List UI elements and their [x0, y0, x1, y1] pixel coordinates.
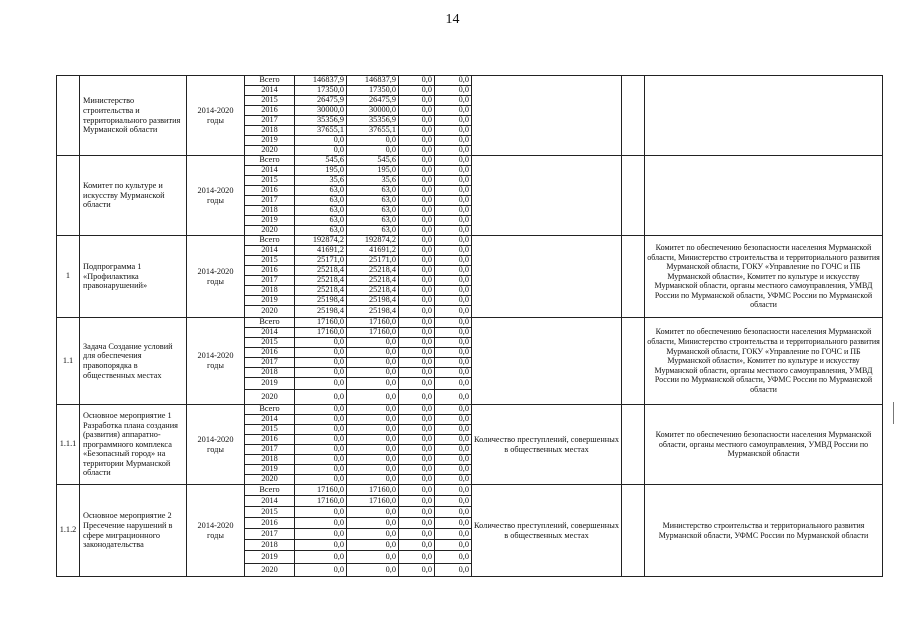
- total-amount-cell: 0,0: [295, 564, 347, 577]
- local-budget-cell: 0,0: [435, 286, 472, 296]
- regional-budget-cell: 195,0: [347, 166, 399, 176]
- year-cell: 2016: [245, 348, 295, 358]
- regional-budget-cell: 0,0: [347, 518, 399, 529]
- year-cell: Всего: [245, 156, 295, 166]
- regional-budget-cell: 35356,9: [347, 116, 399, 126]
- regional-budget-cell: 0,0: [347, 358, 399, 368]
- row-name: Министерство строительства и территориального развития Мурманской области: [80, 76, 187, 156]
- federal-budget-cell: 0,0: [399, 216, 435, 226]
- blank-cell: [622, 156, 645, 236]
- year-cell: 2017: [245, 116, 295, 126]
- federal-budget-cell: 0,0: [399, 236, 435, 246]
- regional-budget-cell: 17160,0: [347, 485, 399, 496]
- local-budget-cell: 0,0: [435, 226, 472, 236]
- total-amount-cell: 0,0: [295, 518, 347, 529]
- regional-budget-cell: 0,0: [347, 338, 399, 348]
- year-cell: 2017: [245, 445, 295, 455]
- local-budget-cell: 0,0: [435, 256, 472, 266]
- row-number: 1.1.1: [57, 405, 80, 485]
- local-budget-cell: 0,0: [435, 296, 472, 306]
- regional-budget-cell: 41691,2: [347, 246, 399, 256]
- local-budget-cell: 0,0: [435, 126, 472, 136]
- local-budget-cell: 0,0: [435, 106, 472, 116]
- year-cell: 2015: [245, 176, 295, 186]
- local-budget-cell: 0,0: [435, 518, 472, 529]
- year-cell: 2014: [245, 86, 295, 96]
- total-amount-cell: 0,0: [295, 338, 347, 348]
- local-budget-cell: 0,0: [435, 378, 472, 390]
- federal-budget-cell: 0,0: [399, 206, 435, 216]
- regional-budget-cell: 63,0: [347, 196, 399, 206]
- local-budget-cell: 0,0: [435, 496, 472, 507]
- federal-budget-cell: 0,0: [399, 256, 435, 266]
- year-cell: 2018: [245, 206, 295, 216]
- regional-budget-cell: 17160,0: [347, 318, 399, 328]
- local-budget-cell: 0,0: [435, 96, 472, 106]
- federal-budget-cell: 0,0: [399, 286, 435, 296]
- row-period: 2014-2020 годы: [187, 236, 245, 318]
- year-cell: 2018: [245, 455, 295, 465]
- federal-budget-cell: 0,0: [399, 475, 435, 485]
- federal-budget-cell: 0,0: [399, 348, 435, 358]
- total-amount-cell: 0,0: [295, 136, 347, 146]
- local-budget-cell: 0,0: [435, 206, 472, 216]
- local-budget-cell: 0,0: [435, 529, 472, 540]
- total-amount-cell: 35356,9: [295, 116, 347, 126]
- year-cell: 2018: [245, 368, 295, 378]
- federal-budget-cell: 0,0: [399, 276, 435, 286]
- regional-budget-cell: 25218,4: [347, 276, 399, 286]
- year-cell: 2019: [245, 378, 295, 390]
- total-amount-cell: 0,0: [295, 425, 347, 435]
- total-amount-cell: 0,0: [295, 465, 347, 475]
- federal-budget-cell: 0,0: [399, 518, 435, 529]
- local-budget-cell: 0,0: [435, 276, 472, 286]
- year-cell: 2020: [245, 564, 295, 577]
- local-budget-cell: 0,0: [435, 445, 472, 455]
- local-budget-cell: 0,0: [435, 176, 472, 186]
- local-budget-cell: 0,0: [435, 485, 472, 496]
- row-period: 2014-2020 годы: [187, 156, 245, 236]
- total-amount-cell: 0,0: [295, 415, 347, 425]
- federal-budget-cell: 0,0: [399, 378, 435, 390]
- federal-budget-cell: 0,0: [399, 156, 435, 166]
- regional-budget-cell: 17160,0: [347, 496, 399, 507]
- program-funding-table: [56, 75, 883, 577]
- total-amount-cell: 17160,0: [295, 328, 347, 338]
- year-cell: 2020: [245, 390, 295, 405]
- regional-budget-cell: 0,0: [347, 455, 399, 465]
- local-budget-cell: 0,0: [435, 455, 472, 465]
- year-cell: 2016: [245, 106, 295, 116]
- federal-budget-cell: 0,0: [399, 328, 435, 338]
- local-budget-cell: 0,0: [435, 564, 472, 577]
- indicator-cell: [472, 236, 622, 318]
- year-cell: 2020: [245, 306, 295, 318]
- row-name: Основное мероприятие 1 Разработка плана создания (развития) аппаратно-программного комплекса «Безопасный город» на территории Мурманской области: [80, 405, 187, 485]
- indicator-cell: [472, 76, 622, 156]
- regional-budget-cell: 37655,1: [347, 126, 399, 136]
- local-budget-cell: 0,0: [435, 76, 472, 86]
- local-budget-cell: 0,0: [435, 425, 472, 435]
- total-amount-cell: 41691,2: [295, 246, 347, 256]
- local-budget-cell: 0,0: [435, 266, 472, 276]
- row-number: 1.1.2: [57, 485, 80, 577]
- local-budget-cell: 0,0: [435, 306, 472, 318]
- federal-budget-cell: 0,0: [399, 390, 435, 405]
- executor-cell: [645, 156, 883, 236]
- regional-budget-cell: 192874,2: [347, 236, 399, 246]
- federal-budget-cell: 0,0: [399, 455, 435, 465]
- year-cell: 2015: [245, 96, 295, 106]
- federal-budget-cell: 0,0: [399, 196, 435, 206]
- local-budget-cell: 0,0: [435, 540, 472, 551]
- federal-budget-cell: 0,0: [399, 540, 435, 551]
- regional-budget-cell: 0,0: [347, 136, 399, 146]
- total-amount-cell: 30000,0: [295, 106, 347, 116]
- regional-budget-cell: 35,6: [347, 176, 399, 186]
- year-cell: 2015: [245, 425, 295, 435]
- regional-budget-cell: 0,0: [347, 507, 399, 518]
- year-cell: 2017: [245, 358, 295, 368]
- row-period: 2014-2020 годы: [187, 405, 245, 485]
- federal-budget-cell: 0,0: [399, 338, 435, 348]
- federal-budget-cell: 0,0: [399, 564, 435, 577]
- local-budget-cell: 0,0: [435, 156, 472, 166]
- federal-budget-cell: 0,0: [399, 126, 435, 136]
- local-budget-cell: 0,0: [435, 405, 472, 415]
- row-number: 1: [57, 236, 80, 318]
- total-amount-cell: 17160,0: [295, 318, 347, 328]
- local-budget-cell: 0,0: [435, 166, 472, 176]
- local-budget-cell: 0,0: [435, 236, 472, 246]
- row-number: [57, 156, 80, 236]
- year-cell: 2014: [245, 328, 295, 338]
- total-amount-cell: 17160,0: [295, 485, 347, 496]
- federal-budget-cell: 0,0: [399, 405, 435, 415]
- regional-budget-cell: 25198,4: [347, 296, 399, 306]
- total-amount-cell: 146837,9: [295, 76, 347, 86]
- regional-budget-cell: 63,0: [347, 216, 399, 226]
- total-amount-cell: 0,0: [295, 445, 347, 455]
- federal-budget-cell: 0,0: [399, 358, 435, 368]
- year-cell: 2017: [245, 529, 295, 540]
- local-budget-cell: 0,0: [435, 216, 472, 226]
- total-amount-cell: 0,0: [295, 146, 347, 156]
- total-amount-cell: 25218,4: [295, 276, 347, 286]
- year-cell: 2014: [245, 415, 295, 425]
- row-number: 1.1: [57, 318, 80, 405]
- table-row: [57, 236, 883, 246]
- executor-cell: Комитет по обеспечению безопасности населения Мурманской области, органы местного самоуправления, УМВД России по Мурманской области: [645, 405, 883, 485]
- total-amount-cell: 63,0: [295, 216, 347, 226]
- regional-budget-cell: 0,0: [347, 146, 399, 156]
- total-amount-cell: 63,0: [295, 226, 347, 236]
- local-budget-cell: 0,0: [435, 136, 472, 146]
- federal-budget-cell: 0,0: [399, 496, 435, 507]
- row-name: Задача Создание условий для обеспечения правопорядка в общественных местах: [80, 318, 187, 405]
- year-cell: 2017: [245, 196, 295, 206]
- total-amount-cell: 25218,4: [295, 286, 347, 296]
- federal-budget-cell: 0,0: [399, 368, 435, 378]
- federal-budget-cell: 0,0: [399, 296, 435, 306]
- total-amount-cell: 192874,2: [295, 236, 347, 246]
- regional-budget-cell: 17350,0: [347, 86, 399, 96]
- total-amount-cell: 0,0: [295, 390, 347, 405]
- table-row: [57, 318, 883, 328]
- federal-budget-cell: 0,0: [399, 507, 435, 518]
- row-name: Основное мероприятие 2 Пресечение нарушений в сфере миграционного законодательства: [80, 485, 187, 577]
- federal-budget-cell: 0,0: [399, 465, 435, 475]
- local-budget-cell: 0,0: [435, 338, 472, 348]
- year-cell: 2019: [245, 136, 295, 146]
- regional-budget-cell: 25171,0: [347, 256, 399, 266]
- federal-budget-cell: 0,0: [399, 186, 435, 196]
- year-cell: 2016: [245, 518, 295, 529]
- regional-budget-cell: 0,0: [347, 540, 399, 551]
- blank-cell: [622, 485, 645, 577]
- total-amount-cell: 17350,0: [295, 86, 347, 96]
- total-amount-cell: 63,0: [295, 196, 347, 206]
- table-row: [57, 405, 883, 415]
- total-amount-cell: 0,0: [295, 507, 347, 518]
- total-amount-cell: 26475,9: [295, 96, 347, 106]
- local-budget-cell: 0,0: [435, 415, 472, 425]
- local-budget-cell: 0,0: [435, 358, 472, 368]
- total-amount-cell: 0,0: [295, 529, 347, 540]
- total-amount-cell: 0,0: [295, 475, 347, 485]
- table-row: [57, 156, 883, 166]
- federal-budget-cell: 0,0: [399, 266, 435, 276]
- year-cell: 2014: [245, 496, 295, 507]
- federal-budget-cell: 0,0: [399, 415, 435, 425]
- regional-budget-cell: 0,0: [347, 368, 399, 378]
- total-amount-cell: 0,0: [295, 368, 347, 378]
- year-cell: 2015: [245, 338, 295, 348]
- regional-budget-cell: 0,0: [347, 390, 399, 405]
- regional-budget-cell: 63,0: [347, 186, 399, 196]
- year-cell: 2020: [245, 475, 295, 485]
- executor-cell: Комитет по обеспечению безопасности населения Мурманской области, Министерство строительства и территориального развития Мурманской области, ГОКУ «Управление по ГОЧС и ПБ Мурманской области», Комитет по культуре и искусству Мурманской области, органы местного самоуправления, УМВД России по Мурманской области, УФМС России по Мурманской области: [645, 236, 883, 318]
- regional-budget-cell: 0,0: [347, 415, 399, 425]
- regional-budget-cell: 30000,0: [347, 106, 399, 116]
- total-amount-cell: 37655,1: [295, 126, 347, 136]
- blank-cell: [622, 318, 645, 405]
- regional-budget-cell: 0,0: [347, 405, 399, 415]
- local-budget-cell: 0,0: [435, 475, 472, 485]
- indicator-cell: [472, 156, 622, 236]
- total-amount-cell: 17160,0: [295, 496, 347, 507]
- year-cell: 2019: [245, 551, 295, 564]
- local-budget-cell: 0,0: [435, 246, 472, 256]
- regional-budget-cell: 0,0: [347, 475, 399, 485]
- row-name: Комитет по культуре и искусству Мурманской области: [80, 156, 187, 236]
- year-cell: 2018: [245, 286, 295, 296]
- regional-budget-cell: 0,0: [347, 551, 399, 564]
- year-cell: 2015: [245, 507, 295, 518]
- federal-budget-cell: 0,0: [399, 318, 435, 328]
- regional-budget-cell: 0,0: [347, 465, 399, 475]
- total-amount-cell: 25171,0: [295, 256, 347, 266]
- table-body: [57, 76, 883, 577]
- indicator-cell: Количество преступлений, совершенных в общественных местах: [472, 405, 622, 485]
- regional-budget-cell: 25218,4: [347, 266, 399, 276]
- year-cell: Всего: [245, 485, 295, 496]
- blank-cell: [622, 76, 645, 156]
- row-period: 2014-2020 годы: [187, 318, 245, 405]
- federal-budget-cell: 0,0: [399, 246, 435, 256]
- regional-budget-cell: 545,6: [347, 156, 399, 166]
- blank-cell: [622, 405, 645, 485]
- year-cell: Всего: [245, 318, 295, 328]
- year-cell: 2016: [245, 435, 295, 445]
- local-budget-cell: 0,0: [435, 328, 472, 338]
- executor-cell: Комитет по обеспечению безопасности населения Мурманской области, Министерство строительства и территориального развития Мурманской области, ГОКУ «Управление по ГОЧС и ПБ Мурманской области», Комитет по культуре и искусству Мурманской области, органы местного самоуправления, УМВД России по Мурманской области, УФМС России по Мурманской области: [645, 318, 883, 405]
- total-amount-cell: 63,0: [295, 206, 347, 216]
- federal-budget-cell: 0,0: [399, 176, 435, 186]
- federal-budget-cell: 0,0: [399, 485, 435, 496]
- federal-budget-cell: 0,0: [399, 76, 435, 86]
- total-amount-cell: 25198,4: [295, 306, 347, 318]
- federal-budget-cell: 0,0: [399, 435, 435, 445]
- year-cell: Всего: [245, 405, 295, 415]
- local-budget-cell: 0,0: [435, 551, 472, 564]
- year-cell: 2018: [245, 540, 295, 551]
- local-budget-cell: 0,0: [435, 368, 472, 378]
- federal-budget-cell: 0,0: [399, 106, 435, 116]
- regional-budget-cell: 25198,4: [347, 306, 399, 318]
- year-cell: 2019: [245, 296, 295, 306]
- federal-budget-cell: 0,0: [399, 86, 435, 96]
- regional-budget-cell: 0,0: [347, 445, 399, 455]
- year-cell: 2016: [245, 266, 295, 276]
- federal-budget-cell: 0,0: [399, 136, 435, 146]
- year-cell: 2018: [245, 126, 295, 136]
- regional-budget-cell: 146837,9: [347, 76, 399, 86]
- year-cell: 2020: [245, 226, 295, 236]
- table-row: [57, 76, 883, 86]
- local-budget-cell: 0,0: [435, 507, 472, 518]
- total-amount-cell: 0,0: [295, 358, 347, 368]
- federal-budget-cell: 0,0: [399, 146, 435, 156]
- year-cell: 2014: [245, 246, 295, 256]
- local-budget-cell: 0,0: [435, 390, 472, 405]
- year-cell: 2015: [245, 256, 295, 266]
- regional-budget-cell: 0,0: [347, 435, 399, 445]
- total-amount-cell: 25198,4: [295, 296, 347, 306]
- year-cell: 2014: [245, 166, 295, 176]
- regional-budget-cell: 0,0: [347, 378, 399, 390]
- regional-budget-cell: 0,0: [347, 529, 399, 540]
- local-budget-cell: 0,0: [435, 348, 472, 358]
- local-budget-cell: 0,0: [435, 186, 472, 196]
- local-budget-cell: 0,0: [435, 196, 472, 206]
- federal-budget-cell: 0,0: [399, 445, 435, 455]
- total-amount-cell: 0,0: [295, 435, 347, 445]
- total-amount-cell: 545,6: [295, 156, 347, 166]
- total-amount-cell: 0,0: [295, 378, 347, 390]
- total-amount-cell: 0,0: [295, 405, 347, 415]
- row-period: 2014-2020 годы: [187, 485, 245, 577]
- federal-budget-cell: 0,0: [399, 226, 435, 236]
- total-amount-cell: 0,0: [295, 540, 347, 551]
- federal-budget-cell: 0,0: [399, 425, 435, 435]
- federal-budget-cell: 0,0: [399, 96, 435, 106]
- local-budget-cell: 0,0: [435, 435, 472, 445]
- executor-cell: [645, 76, 883, 156]
- total-amount-cell: 35,6: [295, 176, 347, 186]
- year-cell: Всего: [245, 236, 295, 246]
- executor-cell: Министерство строительства и территориального развития Мурманской области, УФМС России по Мурманской области: [645, 485, 883, 577]
- year-cell: 2019: [245, 216, 295, 226]
- total-amount-cell: 63,0: [295, 186, 347, 196]
- federal-budget-cell: 0,0: [399, 551, 435, 564]
- local-budget-cell: 0,0: [435, 86, 472, 96]
- regional-budget-cell: 17160,0: [347, 328, 399, 338]
- year-cell: 2020: [245, 146, 295, 156]
- total-amount-cell: 0,0: [295, 348, 347, 358]
- blank-cell: [622, 236, 645, 318]
- federal-budget-cell: 0,0: [399, 116, 435, 126]
- federal-budget-cell: 0,0: [399, 166, 435, 176]
- regional-budget-cell: 25218,4: [347, 286, 399, 296]
- year-cell: 2019: [245, 465, 295, 475]
- total-amount-cell: 25218,4: [295, 266, 347, 276]
- indicator-cell: [472, 318, 622, 405]
- local-budget-cell: 0,0: [435, 318, 472, 328]
- federal-budget-cell: 0,0: [399, 306, 435, 318]
- row-period: 2014-2020 годы: [187, 76, 245, 156]
- regional-budget-cell: 0,0: [347, 425, 399, 435]
- regional-budget-cell: 0,0: [347, 348, 399, 358]
- local-budget-cell: 0,0: [435, 146, 472, 156]
- federal-budget-cell: 0,0: [399, 529, 435, 540]
- total-amount-cell: 195,0: [295, 166, 347, 176]
- local-budget-cell: 0,0: [435, 465, 472, 475]
- regional-budget-cell: 63,0: [347, 226, 399, 236]
- local-budget-cell: 0,0: [435, 116, 472, 126]
- scan-margin-mark: [893, 402, 894, 424]
- table-row: [57, 485, 883, 496]
- regional-budget-cell: 63,0: [347, 206, 399, 216]
- row-number: [57, 76, 80, 156]
- total-amount-cell: 0,0: [295, 551, 347, 564]
- indicator-cell: Количество преступлений, совершенных в общественных местах: [472, 485, 622, 577]
- year-cell: 2016: [245, 186, 295, 196]
- total-amount-cell: 0,0: [295, 455, 347, 465]
- page-number: 14: [445, 12, 460, 27]
- regional-budget-cell: 0,0: [347, 564, 399, 577]
- regional-budget-cell: 26475,9: [347, 96, 399, 106]
- row-name: Подпрограмма 1 «Профилактика правонарушений»: [80, 236, 187, 318]
- year-cell: 2017: [245, 276, 295, 286]
- year-cell: Всего: [245, 76, 295, 86]
